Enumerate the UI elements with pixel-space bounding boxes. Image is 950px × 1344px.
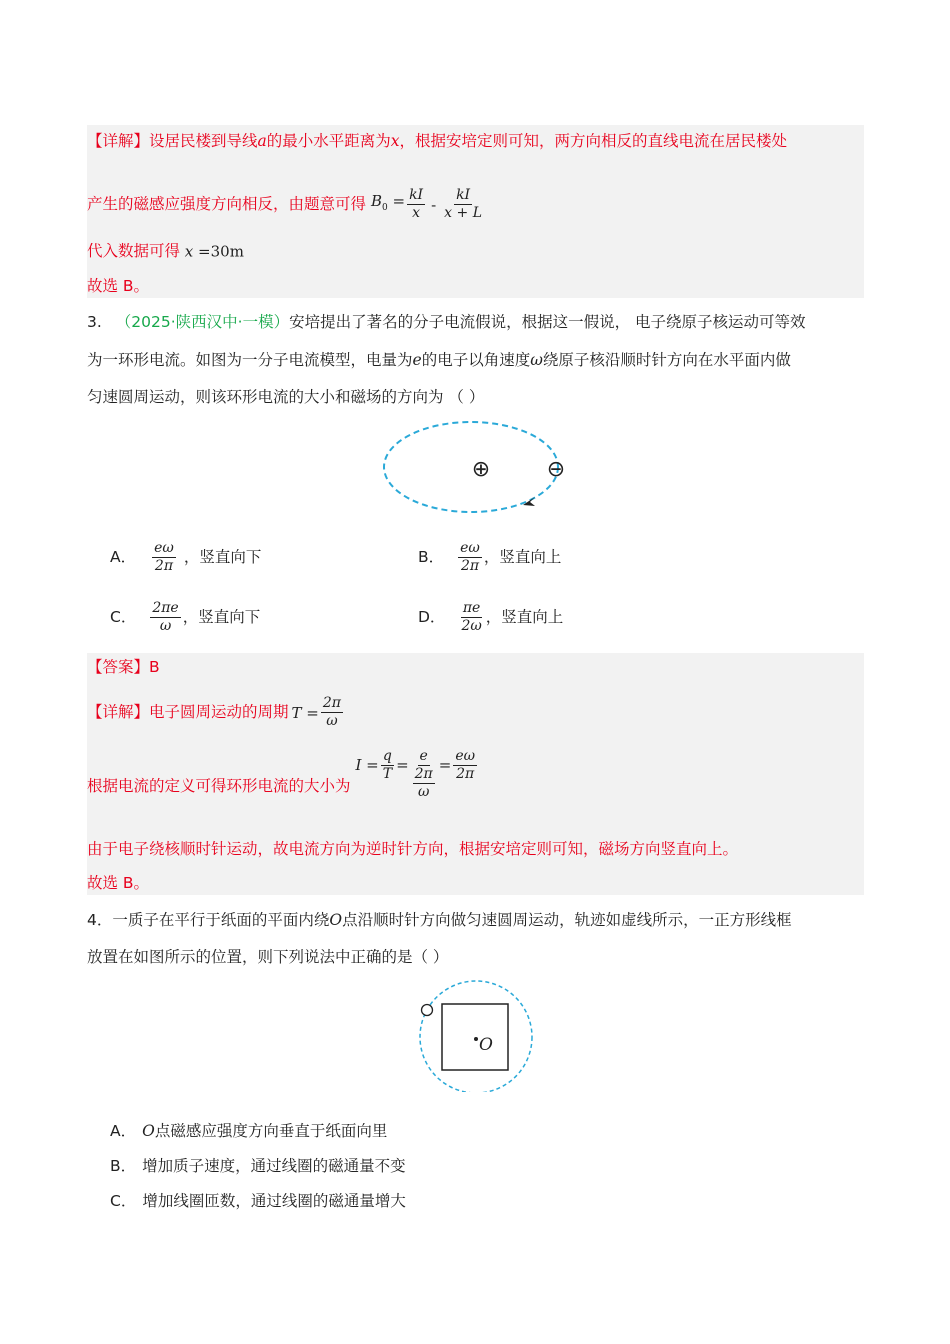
q4-orbit-diagram	[414, 980, 538, 1092]
fraction-e-over-2pi-omega	[411, 748, 437, 801]
denominator: x	[412, 205, 421, 221]
q3-stem-line3: 匀速圆周运动，则该环形电流的大小和磁场的方向为 （ ）	[87, 388, 485, 406]
text-span: 电子圆周运动的周期	[149, 703, 289, 721]
var-a: a	[257, 132, 267, 150]
option-label: C．	[110, 608, 137, 626]
q4-stem-line1	[87, 910, 792, 930]
question-source: （2025·陕西汉中·一模）	[115, 313, 290, 331]
q3-orbit-diagram	[378, 418, 578, 522]
q2-explanation-line2	[87, 180, 486, 229]
text-span: 产生的磁感应强度方向相反，由题意可得	[87, 195, 367, 213]
option-label: A．	[110, 1122, 137, 1140]
option-text: ，竖直向上	[485, 608, 564, 626]
explanation-tag: 【详解】	[87, 132, 150, 150]
text-span: 点沿顺时针方向做匀速圆周运动，轨迹如虚线所示，一正方形线框	[342, 911, 792, 929]
option-text: 增加线圈匝数，通过线圈的磁通量增大	[142, 1192, 406, 1210]
option-label: B．	[110, 1157, 137, 1175]
q4-option-c[interactable]	[110, 1191, 406, 1211]
q3-answer-line	[87, 657, 160, 677]
var-x: x	[184, 242, 194, 261]
denominator: ω	[159, 618, 172, 634]
numerator: q	[382, 748, 392, 764]
q3-explanation-line2	[87, 750, 479, 822]
var-o: O	[329, 911, 343, 929]
text-span: ，根据安培定则可知，两方向相反的直线电流在居民楼处	[399, 132, 788, 150]
formula-b0	[370, 192, 406, 213]
q3-option-d[interactable]	[418, 596, 563, 638]
option-text: ，竖直向下	[183, 548, 262, 566]
denominator: 2π	[456, 766, 475, 782]
inner-denominator: ω	[417, 784, 430, 800]
var-x: x	[390, 132, 400, 150]
numerator: eω	[455, 748, 476, 764]
proton-marker-icon	[422, 1005, 433, 1016]
inner-numerator: 2π	[414, 766, 433, 782]
electron-symbol: ⊖	[546, 457, 566, 482]
q3-option-b[interactable]	[418, 536, 561, 578]
q3-explanation-line1	[87, 690, 345, 735]
nucleus-symbol: ⊕	[471, 457, 491, 482]
option-fraction	[152, 540, 176, 575]
answer-tag: 【答案】	[87, 658, 150, 676]
text-span: 根据电流的定义可得环形电流的大小为	[87, 777, 351, 795]
text-span: 安培提出了著名的分子电流假说，根据这一假说， 电子绕原子核运动可等效	[289, 313, 806, 331]
option-label: A．	[110, 548, 137, 566]
q4-option-a[interactable]	[110, 1121, 387, 1141]
text-span: 的最小水平距离为	[266, 132, 391, 150]
q2-explanation-line1	[87, 131, 787, 151]
option-fraction	[459, 600, 483, 635]
fraction-q-t	[381, 748, 394, 783]
q3-option-a[interactable]	[110, 536, 261, 578]
option-fraction	[150, 600, 180, 635]
q3-option-c[interactable]	[110, 596, 260, 638]
text-span: 4．一质子在平行于纸面的平面内绕	[87, 911, 330, 929]
option-text: 增加质子速度，通过线圈的磁通量不变	[142, 1157, 406, 1175]
text-span: 代入数据可得	[87, 242, 181, 260]
question-number: 3.	[87, 313, 102, 331]
formula-lhs-i: I =	[355, 756, 379, 774]
fraction-e-omega-2pi	[453, 748, 477, 783]
b0-symbol: B	[370, 192, 382, 210]
formula-lhs-t: T =	[291, 703, 319, 722]
q2-explanation-line3	[87, 241, 244, 262]
q3-explanation-line3: 由于电子绕核顺时针运动，故电流方向为逆时针方向，根据安培定则可知，磁场方向竖直向上。	[87, 840, 739, 858]
q3-explanation-line4: 故选 B。	[87, 874, 150, 892]
denominator: x + L	[444, 205, 482, 221]
answer-value: B	[149, 658, 160, 676]
formula-current	[355, 748, 479, 801]
denominator: 2π	[154, 558, 174, 574]
option-fraction	[458, 540, 482, 575]
equals: =	[438, 756, 452, 774]
var-e: e	[412, 351, 422, 369]
text-span: 的电子以角速度	[421, 351, 531, 369]
fraction-2pi-omega	[321, 695, 343, 730]
numerator: 2πe	[152, 600, 179, 616]
center-label-o: O	[479, 1035, 493, 1055]
option-text: ，竖直向上	[483, 548, 562, 566]
square-coil	[442, 1004, 508, 1070]
text-span: 为一环形电流。如图为一分子电流模型，电量为	[87, 351, 413, 369]
option-label: B．	[418, 548, 445, 566]
var-o: O	[142, 1122, 155, 1140]
numerator: e	[419, 748, 428, 764]
option-label: D．	[418, 608, 446, 626]
numerator: eω	[154, 540, 174, 556]
text-span: 设居民楼到导线	[149, 132, 258, 150]
fraction-ki-x-plus-l	[442, 187, 484, 222]
numerator: 2π	[322, 695, 341, 711]
center-point-dot	[474, 1037, 478, 1041]
explanation-tag: 【详解】	[87, 703, 150, 721]
var-omega: ω	[530, 351, 543, 369]
equals: =	[392, 192, 406, 210]
q3-stem-line2	[87, 350, 791, 370]
option-label: C．	[110, 1192, 137, 1210]
value: =30m	[193, 242, 244, 261]
text-span: 绕原子核沿顺时针方向在水平面内做	[542, 351, 791, 369]
compound-denominator	[411, 766, 437, 801]
b0-subscript: 0	[381, 203, 388, 213]
equals: =	[396, 756, 409, 774]
denominator: 2ω	[461, 618, 482, 634]
numerator: kI	[456, 187, 471, 203]
numerator: kI	[409, 187, 424, 203]
q2-explanation-line4: 故选 B。	[87, 277, 150, 295]
fraction-ki-x	[407, 187, 425, 222]
numerator: eω	[460, 540, 480, 556]
denominator: ω	[326, 713, 338, 729]
formula-x	[180, 243, 244, 261]
q4-option-b[interactable]	[110, 1156, 406, 1176]
minus-sign: -	[431, 195, 437, 214]
q4-stem-line2: 放置在如图所示的位置，则下列说法中正确的是（ ）	[87, 948, 449, 966]
q3-stem-line1	[87, 312, 806, 332]
option-text: ，竖直向下	[182, 608, 261, 626]
denominator: 2π	[460, 558, 480, 574]
option-text: 点磁感应强度方向垂直于纸面向里	[154, 1122, 388, 1140]
denominator: T	[382, 766, 393, 782]
numerator: πe	[462, 600, 481, 616]
